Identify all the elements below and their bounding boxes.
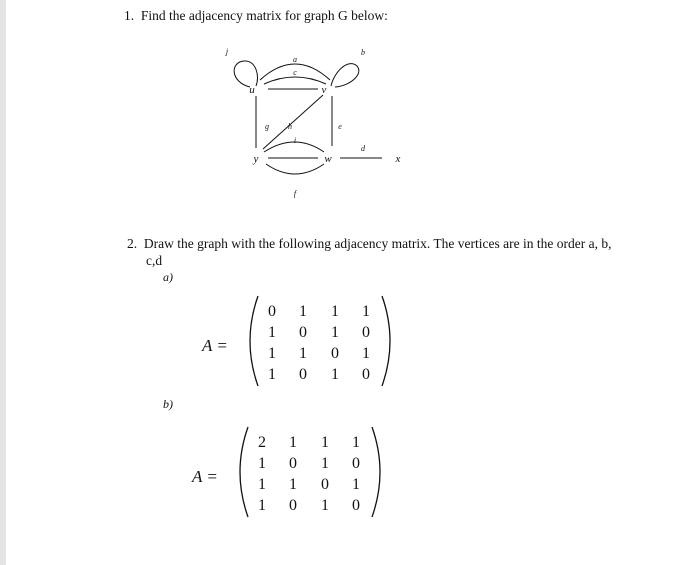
edge-label-d: d — [361, 144, 365, 153]
matrix-a-right-paren — [382, 296, 390, 386]
edge-label-e: e — [338, 122, 342, 131]
part-b-label: b) — [163, 397, 173, 411]
matrix-a-cell: 1 — [331, 324, 339, 341]
question-2-text-line2: c,d — [146, 253, 163, 268]
matrix-b-cell: 1 — [258, 497, 266, 514]
matrix-b-cell: 1 — [321, 455, 329, 472]
matrix-a — [196, 292, 396, 390]
matrix-a-cell: 0 — [362, 366, 370, 383]
edge-c — [264, 77, 326, 84]
matrix-b-cell: 0 — [289, 455, 297, 472]
graph-g — [200, 42, 420, 204]
matrix-b-cell: 1 — [258, 455, 266, 472]
matrix-b-cell: 1 — [352, 434, 360, 451]
matrix-a-cell: 1 — [299, 303, 307, 320]
matrix-a-cell: 1 — [331, 303, 339, 320]
question-1-text: Find the adjacency matrix for graph G below: — [140, 8, 388, 23]
matrix-b-cell: 0 — [352, 497, 360, 514]
edge-label-i: i — [293, 136, 297, 145]
matrix-a-cell: 1 — [362, 345, 370, 362]
edge-label-c: c — [293, 68, 297, 77]
matrix-b-cell: 1 — [289, 476, 297, 493]
question-1 — [124, 8, 388, 24]
vertex-y-label: y — [253, 153, 259, 165]
vertex-w-label: w — [324, 153, 332, 165]
matrix-a-cell: 1 — [362, 303, 370, 320]
matrix-b-cell: 1 — [321, 434, 329, 451]
matrix-a-cell: 1 — [299, 345, 307, 362]
matrix-a-cell: 0 — [299, 324, 307, 341]
matrix-b-lhs: A = — [192, 467, 218, 486]
matrix-b-cell: 1 — [321, 497, 329, 514]
matrix-a-cell: 0 — [299, 366, 307, 383]
edge-b — [331, 64, 359, 87]
edge-label-b: b — [361, 48, 365, 57]
vertex-v-label: v — [321, 84, 327, 96]
matrix-a-cell: 1 — [331, 366, 339, 383]
vertex-u-label: u — [249, 84, 255, 96]
question-2-text-line1: Draw the graph with the following adjacency matrix. The vertices are in the order a, b, — [143, 236, 612, 251]
matrix-b-cell: 1 — [289, 434, 297, 451]
edge-label-h: h — [288, 122, 292, 131]
matrix-a-cell: 0 — [362, 324, 370, 341]
matrix-a-cell: 1 — [268, 324, 276, 341]
matrix-b-cell: 2 — [258, 434, 266, 451]
matrix-a-cell: 0 — [331, 345, 339, 362]
edge-f — [266, 164, 324, 174]
question-2-number: 2. — [127, 236, 138, 251]
matrix-b-right-paren — [372, 427, 380, 517]
matrix-a-lhs: A = — [202, 336, 228, 355]
matrix-b-left-paren — [240, 427, 248, 517]
matrix-b-cell: 0 — [352, 455, 360, 472]
page-edge-strip — [0, 0, 6, 565]
matrix-b-cell: 1 — [352, 476, 360, 493]
matrix-b-cell: 0 — [289, 497, 297, 514]
edge-label-j: j — [225, 47, 229, 56]
edge-label-a: a — [293, 55, 297, 64]
question-2 — [127, 236, 611, 252]
matrix-a-cell: 0 — [268, 303, 276, 320]
matrix-a-cell: 1 — [268, 366, 276, 383]
matrix-b-cell: 0 — [321, 476, 329, 493]
matrix-b — [186, 423, 386, 521]
matrix-a-left-paren — [250, 296, 258, 386]
edge-label-g: g — [265, 122, 269, 131]
matrix-b-cell: 1 — [258, 476, 266, 493]
part-a-label: a) — [163, 270, 173, 284]
question-1-number: 1. — [124, 8, 135, 23]
edge-label-f: f — [293, 189, 297, 198]
matrix-a-cell: 1 — [268, 345, 276, 362]
vertex-x-label: x — [395, 153, 401, 165]
